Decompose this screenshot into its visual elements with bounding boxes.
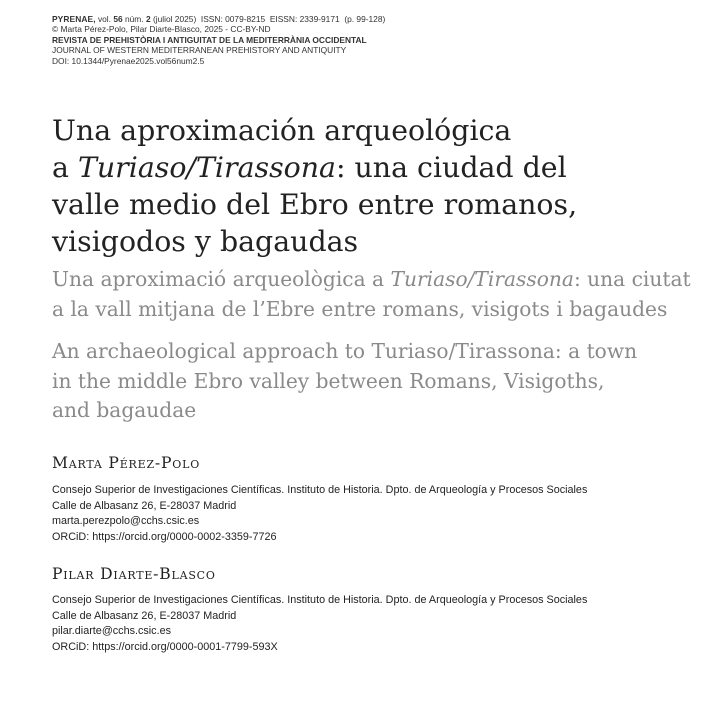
subtitle-english: [52, 337, 692, 426]
journal-title-en: JOURNAL OF WESTERN MEDITERRANEAN PREHISTORY AND ANTIQUITY: [52, 45, 347, 56]
author-address: Calle de Albasanz 26, E-28037 Madrid: [52, 499, 237, 512]
title-text: : una ciudad del: [335, 151, 567, 184]
title-line: [52, 149, 692, 186]
author-email[interactable]: pilar.diarte@cchs.csic.es: [52, 625, 171, 638]
title-line: Una aproximación arqueológica: [52, 114, 512, 147]
subtitle-line: and bagaudae: [52, 398, 197, 423]
author-name: Pilar Diarte-Blasco: [52, 565, 216, 583]
volume-number: 56: [113, 14, 123, 24]
copyright-line: © Marta Pérez-Polo, Pilar Diarte-Blasco, 2025 - CC-BY-ND: [52, 24, 271, 35]
article-title: [52, 112, 692, 260]
journal-name: PYRENAE,: [52, 14, 96, 24]
subtitle-catalan: [52, 265, 692, 324]
journal-title-ca: REVISTA DE PREHISTÒRIA I ANTIGUITAT DE LA MEDITERRÀNIA OCCIDENTAL: [52, 34, 367, 45]
subtitle-line: [52, 265, 692, 295]
citation-line: [52, 14, 385, 24]
author-address: Calle de Albasanz 26, E-28037 Madrid: [52, 609, 237, 622]
subtitle-line: a la vall mitjana de l’Ebre entre romans, visigots i bagaudes: [52, 296, 668, 321]
author-email[interactable]: marta.perezpolo@cchs.csic.es: [52, 515, 200, 528]
title-text: a: [52, 151, 78, 184]
subtitle-text: Una aproximació arqueològica a: [52, 267, 391, 291]
title-italic-place: Turiaso/Tirassona: [77, 151, 336, 184]
subtitle-text: : una ciutat: [573, 267, 691, 291]
author-orcid[interactable]: ORCiD: https://orcid.org/0000-0002-3359-7726: [52, 530, 277, 543]
author-name: Marta Pérez-Polo: [52, 454, 201, 472]
subtitle-italic-place: Turiaso/Tirassona: [390, 267, 574, 291]
issue-number: 2: [145, 14, 151, 24]
journal-header: [52, 14, 385, 66]
author-details: [52, 483, 587, 545]
author-details: [52, 593, 587, 655]
author-affiliation: Consejo Superior de Investigaciones Científicas. Instituto de Historia. Dpto. de Arqueología y Procesos Sociales: [52, 484, 588, 496]
issn: ISSN: 0079-8215: [200, 14, 266, 24]
issue-date: (juliol 2025): [152, 14, 197, 24]
title-line: valle medio del Ebro entre romanos,: [52, 188, 578, 221]
eissn: EISSN: 2339-9171: [269, 14, 340, 24]
doi[interactable]: DOI: 10.1344/Pyrenae2025.vol56num2.5: [52, 55, 205, 66]
author-affiliation: Consejo Superior de Investigaciones Científicas. Instituto de Historia. Dpto. de Arqueología y Procesos Sociales: [52, 594, 588, 606]
number-label: núm.: [124, 14, 144, 24]
subtitle-line: An archaeological approach to Turiaso/Tirassona: a town: [52, 339, 638, 363]
author-orcid[interactable]: ORCiD: https://orcid.org/0000-0001-7799-593X: [52, 640, 278, 653]
title-line: visigodos y bagaudas: [52, 225, 359, 258]
subtitle-line: in the middle Ebro valley between Romans, Visigoths,: [52, 368, 605, 393]
volume-label: vol.: [97, 14, 111, 24]
page-range: (p. 99-128): [344, 14, 386, 24]
